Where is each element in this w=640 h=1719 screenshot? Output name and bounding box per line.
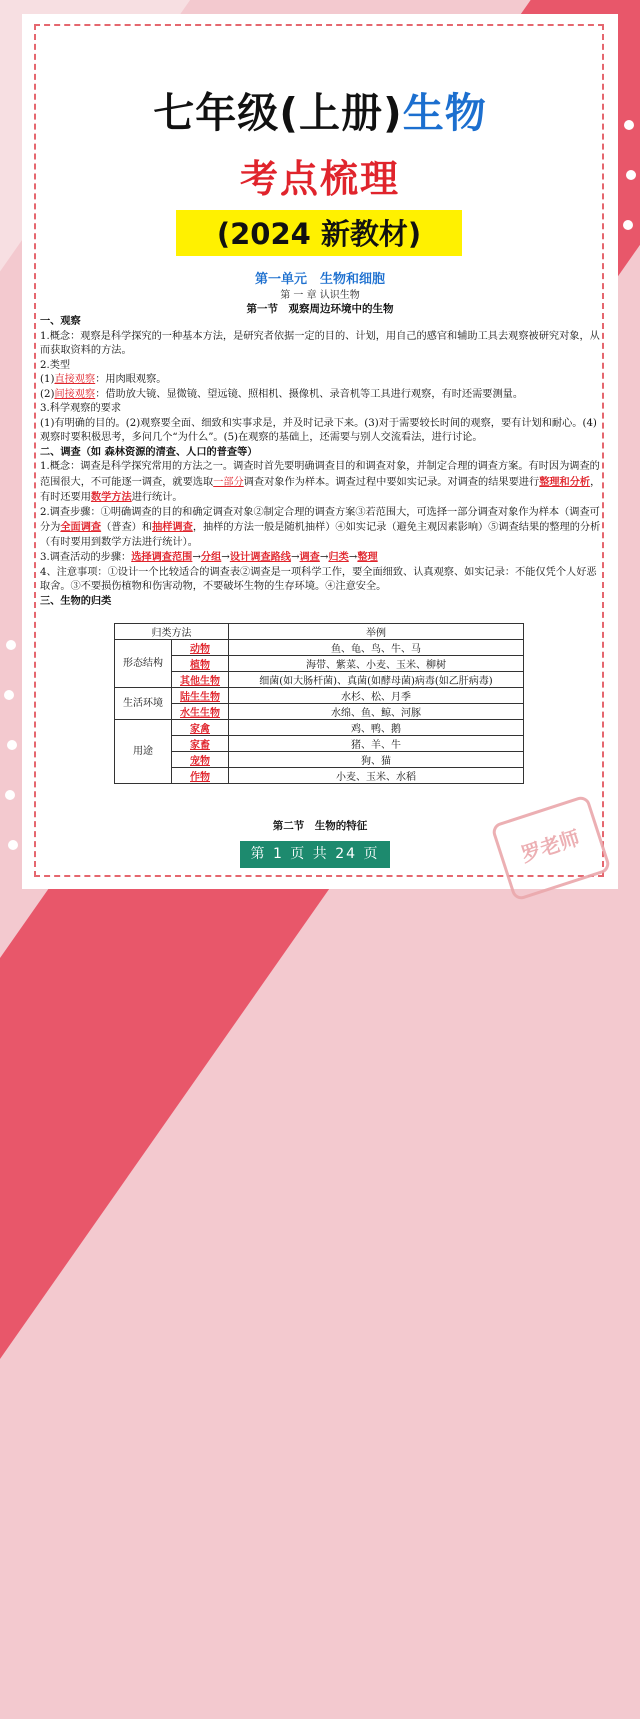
observation-requirements-text: (1)有明确的目的。(2)观察要全面、细致和实事求是，并及时记录下来。(3)对于需要较长时间的观察，要有计划和耐心。(4)观察时要积极思考，多问几个“为什么”。(5)在观察的基础上，还需要与别人交流看法，进行讨论。 bbox=[40, 417, 597, 443]
bg-dot bbox=[626, 170, 636, 180]
example-cell: 鸡、鸭、鹅 bbox=[229, 720, 524, 736]
item-text: ：借助放大镜、显微镜、望远镜、照相机、摄像机、录音机等工具进行观察，有时还需要测量。 bbox=[95, 388, 524, 400]
term-indirect: 间接观察 bbox=[54, 388, 96, 400]
unit-heading: 第一单元 生物和细胞 bbox=[254, 272, 385, 287]
arrow: → bbox=[319, 552, 329, 563]
arrow: → bbox=[192, 552, 201, 563]
step-1: 选择调查范围 bbox=[131, 551, 193, 563]
table-row bbox=[115, 720, 524, 736]
term-math: 数学方法 bbox=[90, 491, 132, 503]
bg-dot bbox=[7, 740, 17, 750]
text: 2.调查步骤：①明确调查的目的和确定调查对象②制定合理的调查方案③若范围大，可选择一部分调查对象作为样本（调查可分为 bbox=[40, 506, 600, 533]
category-cell: 家畜 bbox=[172, 736, 229, 752]
arrow: → bbox=[348, 552, 358, 563]
table-row bbox=[115, 752, 524, 768]
chapter-heading: 第 一 章 认识生物 bbox=[280, 290, 360, 301]
page-subtitle: 考点梳理 bbox=[239, 157, 400, 201]
heading-classification: 三、生物的归类 bbox=[40, 595, 112, 607]
section2-heading: 第二节 生物的特征 bbox=[272, 820, 368, 832]
term-full-survey: 全面调查 bbox=[60, 521, 102, 533]
observation-requirements: 3.科学观察的要求 bbox=[40, 403, 122, 414]
text: 1.概念：调查是科学探究常用的方法之一。调查时首先要明确调查目的和调查对象，并制定合理的调查方案。有时因为调查的范围很大，不可能逐一调查，就要选取 bbox=[40, 461, 600, 488]
example-cell: 猪、羊、牛 bbox=[229, 736, 524, 752]
survey-steps bbox=[40, 506, 602, 551]
page-indicator: 第 1 页 共 24 页 bbox=[240, 841, 390, 868]
example-cell: 狗、猫 bbox=[229, 752, 524, 768]
category-cell: 动物 bbox=[172, 640, 229, 656]
table-row bbox=[115, 656, 524, 672]
group-use: 用途 bbox=[115, 720, 172, 784]
table-header-row bbox=[115, 624, 524, 640]
step-2: 分组 bbox=[200, 551, 222, 563]
title-grade: 七年级(上册) bbox=[153, 89, 403, 137]
example-cell: 鱼、龟、鸟、牛、马 bbox=[229, 640, 524, 656]
survey-concept bbox=[40, 460, 602, 506]
title-subject: 生物 bbox=[402, 89, 487, 137]
bg-dot bbox=[6, 640, 16, 650]
table-row bbox=[115, 640, 524, 656]
example-cell: 细菌(如大肠杆菌)、真菌(如酵母菌)病毒(如乙肝病毒) bbox=[229, 672, 524, 688]
text: ，有时还要用 bbox=[40, 476, 601, 503]
text: 3.调查活动的步骤： bbox=[40, 552, 132, 563]
category-cell: 家禽 bbox=[172, 720, 229, 736]
table-row bbox=[115, 704, 524, 720]
table-row bbox=[115, 688, 524, 704]
text: 调查对象作为样本。调查过程中要如实记录。对调查的结果要进行 bbox=[243, 476, 540, 488]
bg-dot bbox=[624, 120, 634, 130]
category-cell: 其他生物 bbox=[172, 672, 229, 688]
item-text: ：用肉眼观察。 bbox=[95, 374, 167, 385]
term-part: 一部分 bbox=[213, 476, 244, 488]
classification-table bbox=[114, 623, 524, 784]
page-title bbox=[22, 80, 618, 139]
group-env: 生活环境 bbox=[115, 688, 172, 720]
example-cell: 海带、紫菜、小麦、玉米、柳树 bbox=[229, 656, 524, 672]
heading-survey: 二、调查（如 森林资源的清查、人口的普查等） bbox=[40, 446, 258, 458]
heading-observation: 一、观察 bbox=[40, 316, 81, 327]
example-cell: 小麦、玉米、水稻 bbox=[229, 768, 524, 784]
category-cell: 作物 bbox=[172, 768, 229, 784]
group-form: 形态结构 bbox=[115, 640, 172, 688]
arrow: → bbox=[221, 552, 230, 563]
term-sample-survey: 抽样调查 bbox=[152, 521, 193, 533]
category-cell: 水生生物 bbox=[172, 704, 229, 720]
bg-dot bbox=[8, 840, 18, 850]
text: ，抽样的方法一般是随机抽样）④如实记录（避免主观因素影响）⑤调查结果的整理的分析（有时要用到数学方法进行统计）。 bbox=[40, 522, 601, 548]
step-4: 调查 bbox=[299, 551, 320, 563]
table-row bbox=[115, 768, 524, 784]
arrow: → bbox=[290, 552, 300, 563]
survey-notes: 4、注意事项：①设计一个比较适合的调查表②调查是一项科学工作，要全面细致、认真观察、如实记录：不能仅凭个人好恶取舍。③不要损伤植物和伤害动物，不要破坏生物的生存环境。④注意安全。 bbox=[40, 566, 597, 592]
step-6: 整理 bbox=[357, 551, 378, 563]
example-cell: 水绵、鱼、鲸、河豚 bbox=[229, 704, 524, 720]
bg-dot bbox=[5, 790, 15, 800]
example-cell: 水杉、松、月季 bbox=[229, 688, 524, 704]
table-row bbox=[115, 672, 524, 688]
category-cell: 植物 bbox=[172, 656, 229, 672]
category-cell: 陆生生物 bbox=[172, 688, 229, 704]
table-header-example: 举例 bbox=[229, 624, 524, 640]
step-3: 设计调查路线 bbox=[229, 551, 291, 563]
notes-body bbox=[40, 315, 602, 609]
survey-procedure bbox=[40, 550, 602, 566]
item-number: (1) bbox=[40, 374, 55, 385]
term-direct: 直接观察 bbox=[54, 374, 96, 385]
step-5: 归类 bbox=[328, 551, 349, 563]
observation-type: 2.类型 bbox=[40, 359, 71, 371]
table-row bbox=[115, 736, 524, 752]
table-header-method: 归类方法 bbox=[115, 624, 229, 640]
term-analysis: 整理和分析 bbox=[539, 475, 591, 488]
bg-dot bbox=[623, 220, 633, 230]
observation-direct bbox=[40, 373, 602, 388]
watermark-stamp: 罗老师 bbox=[490, 794, 612, 902]
item-number: (2) bbox=[40, 388, 55, 400]
bg-dot bbox=[4, 690, 14, 700]
edition-label: (2024 新教材) bbox=[216, 217, 422, 251]
text: 进行统计。 bbox=[131, 492, 183, 503]
category-cell: 宠物 bbox=[172, 752, 229, 768]
section-heading: 第一节 观察周边环境中的生物 bbox=[246, 303, 394, 315]
observation-concept: 1.概念：观察是科学探究的一种基本方法，是研究者依据一定的目的、计划，用自己的感官和辅助工具去观察被研究对象，从而获取资料的方法。 bbox=[40, 330, 600, 356]
document-page bbox=[22, 14, 618, 889]
text: （普查）和 bbox=[101, 522, 153, 533]
observation-indirect bbox=[40, 388, 602, 403]
